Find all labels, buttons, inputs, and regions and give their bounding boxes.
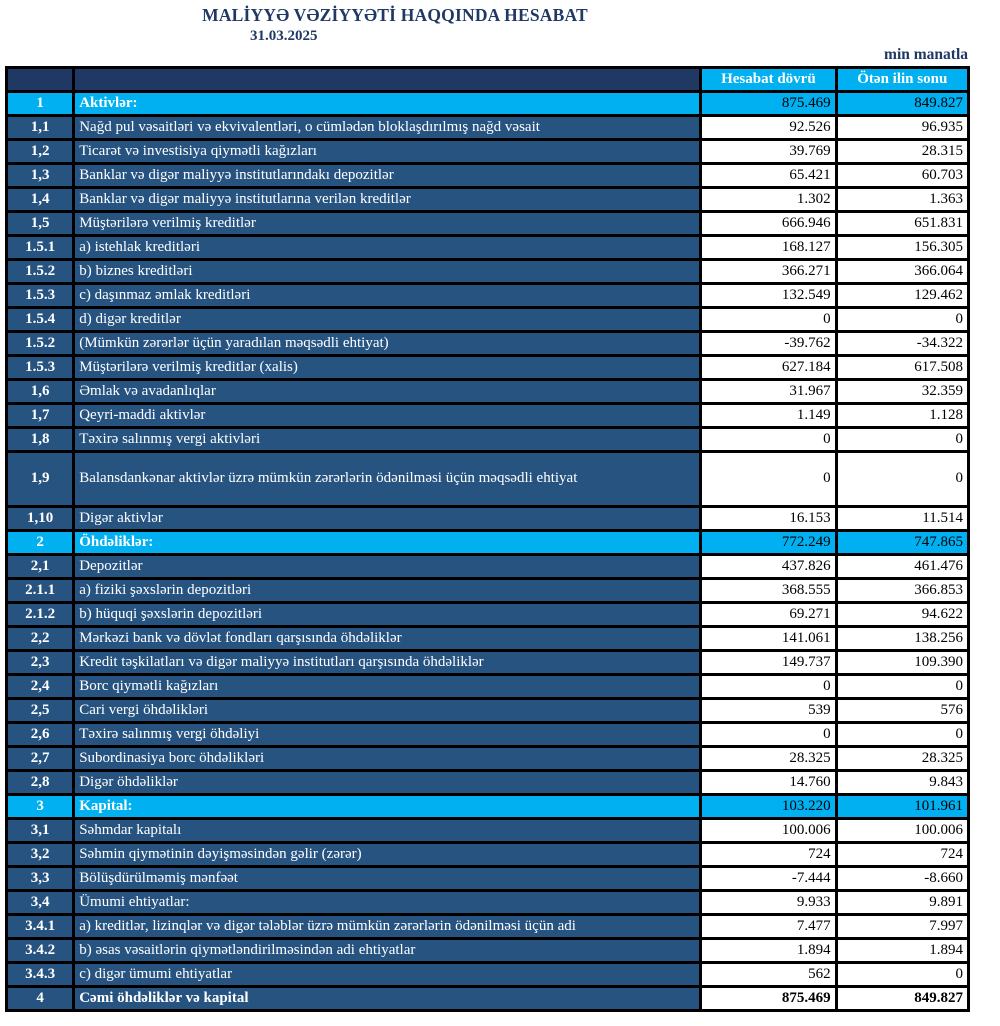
table-row [7, 452, 969, 507]
row-number-cell: 2,8 [7, 771, 74, 795]
row-number-cell: 1.5.3 [7, 356, 74, 380]
prior-period-value-cell: 1.363 [836, 188, 968, 212]
current-period-value-cell: 14.760 [701, 771, 836, 795]
prior-period-value-cell: 28.325 [836, 747, 968, 771]
table-row [7, 212, 969, 236]
prior-period-value-cell: 0 [836, 723, 968, 747]
row-number-cell: 3.4.2 [7, 939, 74, 963]
current-period-value-cell: 772.249 [701, 531, 836, 555]
header-current-period: Hesabat dövrü [701, 68, 836, 92]
row-number-cell: 3,4 [7, 891, 74, 915]
current-period-value-cell: 28.325 [701, 747, 836, 771]
prior-period-value-cell: 96.935 [836, 116, 968, 140]
row-number-cell: 2,1 [7, 555, 74, 579]
prior-period-value-cell: 101.961 [836, 795, 968, 819]
row-label-cell: b) hüquqi şəxslərin depozitləri [74, 603, 701, 627]
table-row [7, 428, 969, 452]
row-number-cell: 3,2 [7, 843, 74, 867]
prior-period-value-cell: 32.359 [836, 380, 968, 404]
table-row [7, 92, 969, 116]
table-row [7, 116, 969, 140]
prior-period-value-cell: 747.865 [836, 531, 968, 555]
table-row [7, 236, 969, 260]
prior-period-value-cell: 366.853 [836, 579, 968, 603]
current-period-value-cell: 92.526 [701, 116, 836, 140]
prior-period-value-cell: 156.305 [836, 236, 968, 260]
table-row [7, 579, 969, 603]
table-row [7, 987, 969, 1011]
current-period-value-cell: 1.894 [701, 939, 836, 963]
prior-period-value-cell: 109.390 [836, 651, 968, 675]
row-label-cell: Digər aktivlər [74, 507, 701, 531]
table-row [7, 867, 969, 891]
row-number-cell: 1,1 [7, 116, 74, 140]
prior-period-value-cell: 1.894 [836, 939, 968, 963]
prior-period-value-cell: -8.660 [836, 867, 968, 891]
row-label-cell: Ticarət və investisiya qiymətli kağızları [74, 140, 701, 164]
prior-period-value-cell: 0 [836, 428, 968, 452]
current-period-value-cell: -39.762 [701, 332, 836, 356]
row-number-cell: 1.5.2 [7, 260, 74, 284]
current-period-value-cell: 65.421 [701, 164, 836, 188]
row-number-cell: 1 [7, 92, 74, 116]
row-number-cell: 1,3 [7, 164, 74, 188]
current-period-value-cell: 31.967 [701, 380, 836, 404]
title-block [0, 0, 1000, 45]
current-period-value-cell: 0 [701, 675, 836, 699]
current-period-value-cell: 168.127 [701, 236, 836, 260]
row-label-cell: Depozitlər [74, 555, 701, 579]
row-label-cell: Subordinasiya borc öhdəlikləri [74, 747, 701, 771]
current-period-value-cell: 1.302 [701, 188, 836, 212]
table-row [7, 603, 969, 627]
row-label-cell: Banklar və digər maliyyə institutlarına verilən kreditlər [74, 188, 701, 212]
table-row [7, 843, 969, 867]
prior-period-value-cell: 1.128 [836, 404, 968, 428]
table-row [7, 555, 969, 579]
prior-period-value-cell: 94.622 [836, 603, 968, 627]
row-label-cell: Aktivlər: [74, 92, 701, 116]
current-period-value-cell: 875.469 [701, 987, 836, 1011]
current-period-value-cell: 724 [701, 843, 836, 867]
table-row [7, 699, 969, 723]
current-period-value-cell: 0 [701, 428, 836, 452]
prior-period-value-cell: 0 [836, 308, 968, 332]
row-number-cell: 2,2 [7, 627, 74, 651]
row-number-cell: 1,4 [7, 188, 74, 212]
row-label-cell: Səhmin qiymətinin dəyişməsindən gəlir (zərər) [74, 843, 701, 867]
table-row [7, 531, 969, 555]
table-row [7, 795, 969, 819]
row-label-cell: Kapital: [74, 795, 701, 819]
current-period-value-cell: 366.271 [701, 260, 836, 284]
prior-period-value-cell: 7.997 [836, 915, 968, 939]
current-period-value-cell: 132.549 [701, 284, 836, 308]
row-number-cell: 1.5.3 [7, 284, 74, 308]
row-label-cell: Cari vergi öhdəlikləri [74, 699, 701, 723]
page-title: MALİYYƏ VƏZİYYƏTİ HAQQINDA HESABAT [202, 5, 588, 25]
current-period-value-cell: 368.555 [701, 579, 836, 603]
prior-period-value-cell: 576 [836, 699, 968, 723]
table-row [7, 723, 969, 747]
report-table-body [7, 92, 969, 1011]
table-row [7, 915, 969, 939]
row-label-cell: Əmlak və avadanlıqlar [74, 380, 701, 404]
row-number-cell: 1,7 [7, 404, 74, 428]
current-period-value-cell: 141.061 [701, 627, 836, 651]
table-row [7, 747, 969, 771]
table-row [7, 140, 969, 164]
prior-period-value-cell: 724 [836, 843, 968, 867]
current-period-value-cell: 103.220 [701, 795, 836, 819]
header-empty-cell-2 [74, 68, 701, 92]
row-label-cell: Təxirə salınmış vergi öhdəliyi [74, 723, 701, 747]
prior-period-value-cell: 461.476 [836, 555, 968, 579]
current-period-value-cell: 69.271 [701, 603, 836, 627]
row-label-cell: Təxirə salınmış vergi aktivləri [74, 428, 701, 452]
row-label-cell: Öhdəliklər: [74, 531, 701, 555]
current-period-value-cell: 39.769 [701, 140, 836, 164]
unit-note: min manatla [884, 46, 968, 63]
table-row [7, 188, 969, 212]
row-number-cell: 4 [7, 987, 74, 1011]
row-label-cell: (Mümkün zərərlər üçün yaradılan məqsədli ehtiyat) [74, 332, 701, 356]
row-label-cell: Müştərilərə verilmiş kreditlər (xalis) [74, 356, 701, 380]
row-number-cell: 2,3 [7, 651, 74, 675]
row-label-cell: Nağd pul vəsaitləri və ekvivalentləri, o cümlədən bloklaşdırılmış nağd vəsait [74, 116, 701, 140]
report-date: 31.03.2025 [250, 28, 318, 44]
row-number-cell: 2.1.1 [7, 579, 74, 603]
row-number-cell: 2.1.2 [7, 603, 74, 627]
prior-period-value-cell: 9.843 [836, 771, 968, 795]
prior-period-value-cell: 651.831 [836, 212, 968, 236]
prior-period-value-cell: -34.322 [836, 332, 968, 356]
table-row [7, 404, 969, 428]
row-number-cell: 2 [7, 531, 74, 555]
row-label-cell: Bölüşdürülməmiş mənfəət [74, 867, 701, 891]
row-label-cell: Balansdankənar aktivlər üzrə mümkün zərərlərin ödənilməsi üçün məqsədli ehtiyat [74, 452, 701, 507]
row-label-cell: a) istehlak kreditləri [74, 236, 701, 260]
table-row [7, 308, 969, 332]
row-label-cell: a) kreditlər, lizinqlər və digər tələblər üzrə mümkün zərərlərin ödənilməsi üçün adi [74, 915, 701, 939]
row-label-cell: Səhmdar kapitalı [74, 819, 701, 843]
row-number-cell: 3,1 [7, 819, 74, 843]
financial-position-table [5, 66, 970, 1012]
row-number-cell: 2,6 [7, 723, 74, 747]
table-header-row [7, 68, 969, 92]
row-label-cell: c) daşınmaz əmlak kreditləri [74, 284, 701, 308]
row-label-cell: Müştərilərə verilmiş kreditlər [74, 212, 701, 236]
prior-period-value-cell: 138.256 [836, 627, 968, 651]
row-label-cell: Banklar və digər maliyyə institutlarındakı depozitlər [74, 164, 701, 188]
prior-period-value-cell: 11.514 [836, 507, 968, 531]
current-period-value-cell: 562 [701, 963, 836, 987]
prior-period-value-cell: 617.508 [836, 356, 968, 380]
prior-period-value-cell: 100.006 [836, 819, 968, 843]
table-row [7, 651, 969, 675]
row-number-cell: 3 [7, 795, 74, 819]
table-row [7, 891, 969, 915]
row-number-cell: 2,5 [7, 699, 74, 723]
prior-period-value-cell: 366.064 [836, 260, 968, 284]
table-row [7, 507, 969, 531]
table-row [7, 963, 969, 987]
table-row [7, 939, 969, 963]
row-label-cell: Digər öhdəliklər [74, 771, 701, 795]
row-number-cell: 1,8 [7, 428, 74, 452]
current-period-value-cell: 666.946 [701, 212, 836, 236]
row-number-cell: 3.4.3 [7, 963, 74, 987]
row-label-cell: Mərkəzi bank və dövlət fondları qarşısında öhdəliklər [74, 627, 701, 651]
current-period-value-cell: 1.149 [701, 404, 836, 428]
table-row [7, 260, 969, 284]
table-row [7, 771, 969, 795]
current-period-value-cell: 539 [701, 699, 836, 723]
prior-period-value-cell: 849.827 [836, 987, 968, 1011]
row-label-cell: Borc qiymətli kağızları [74, 675, 701, 699]
prior-period-value-cell: 849.827 [836, 92, 968, 116]
row-label-cell: b) biznes kreditləri [74, 260, 701, 284]
prior-period-value-cell: 0 [836, 675, 968, 699]
row-number-cell: 1,2 [7, 140, 74, 164]
row-label-cell: c) digər ümumi ehtiyatlar [74, 963, 701, 987]
current-period-value-cell: 16.153 [701, 507, 836, 531]
row-number-cell: 2,7 [7, 747, 74, 771]
current-period-value-cell: 875.469 [701, 92, 836, 116]
table-row [7, 675, 969, 699]
current-period-value-cell: 0 [701, 308, 836, 332]
current-period-value-cell: 9.933 [701, 891, 836, 915]
header-prior-period: Ötən ilin sonu [836, 68, 968, 92]
current-period-value-cell: 149.737 [701, 651, 836, 675]
table-row [7, 356, 969, 380]
row-label-cell: Kredit təşkilatları və digər maliyyə institutları qarşısında öhdəliklər [74, 651, 701, 675]
table-row [7, 627, 969, 651]
row-number-cell: 1.5.1 [7, 236, 74, 260]
prior-period-value-cell: 0 [836, 963, 968, 987]
current-period-value-cell: 437.826 [701, 555, 836, 579]
row-number-cell: 2,4 [7, 675, 74, 699]
current-period-value-cell: 100.006 [701, 819, 836, 843]
current-period-value-cell: 7.477 [701, 915, 836, 939]
row-label-cell: Cəmi öhdəliklər və kapital [74, 987, 701, 1011]
row-number-cell: 1,10 [7, 507, 74, 531]
table-row [7, 164, 969, 188]
prior-period-value-cell: 9.891 [836, 891, 968, 915]
row-label-cell: Qeyri-maddi aktivlər [74, 404, 701, 428]
row-number-cell: 3.4.1 [7, 915, 74, 939]
row-number-cell: 1,5 [7, 212, 74, 236]
header-empty-cell-1 [7, 68, 74, 92]
prior-period-value-cell: 28.315 [836, 140, 968, 164]
row-number-cell: 1.5.4 [7, 308, 74, 332]
prior-period-value-cell: 129.462 [836, 284, 968, 308]
row-label-cell: b) əsas vəsaitlərin qiymətləndirilməsindən adi ehtiyatlar [74, 939, 701, 963]
prior-period-value-cell: 0 [836, 452, 968, 507]
prior-period-value-cell: 60.703 [836, 164, 968, 188]
current-period-value-cell: 0 [701, 452, 836, 507]
current-period-value-cell: 627.184 [701, 356, 836, 380]
row-number-cell: 3,3 [7, 867, 74, 891]
row-label-cell: d) digər kreditlər [74, 308, 701, 332]
current-period-value-cell: 0 [701, 723, 836, 747]
row-number-cell: 1.5.2 [7, 332, 74, 356]
row-label-cell: a) fiziki şəxslərin depozitləri [74, 579, 701, 603]
row-label-cell: Ümumi ehtiyatlar: [74, 891, 701, 915]
row-number-cell: 1,9 [7, 452, 74, 507]
row-number-cell: 1,6 [7, 380, 74, 404]
current-period-value-cell: -7.444 [701, 867, 836, 891]
table-row [7, 332, 969, 356]
table-row [7, 819, 969, 843]
table-row [7, 284, 969, 308]
table-row [7, 380, 969, 404]
